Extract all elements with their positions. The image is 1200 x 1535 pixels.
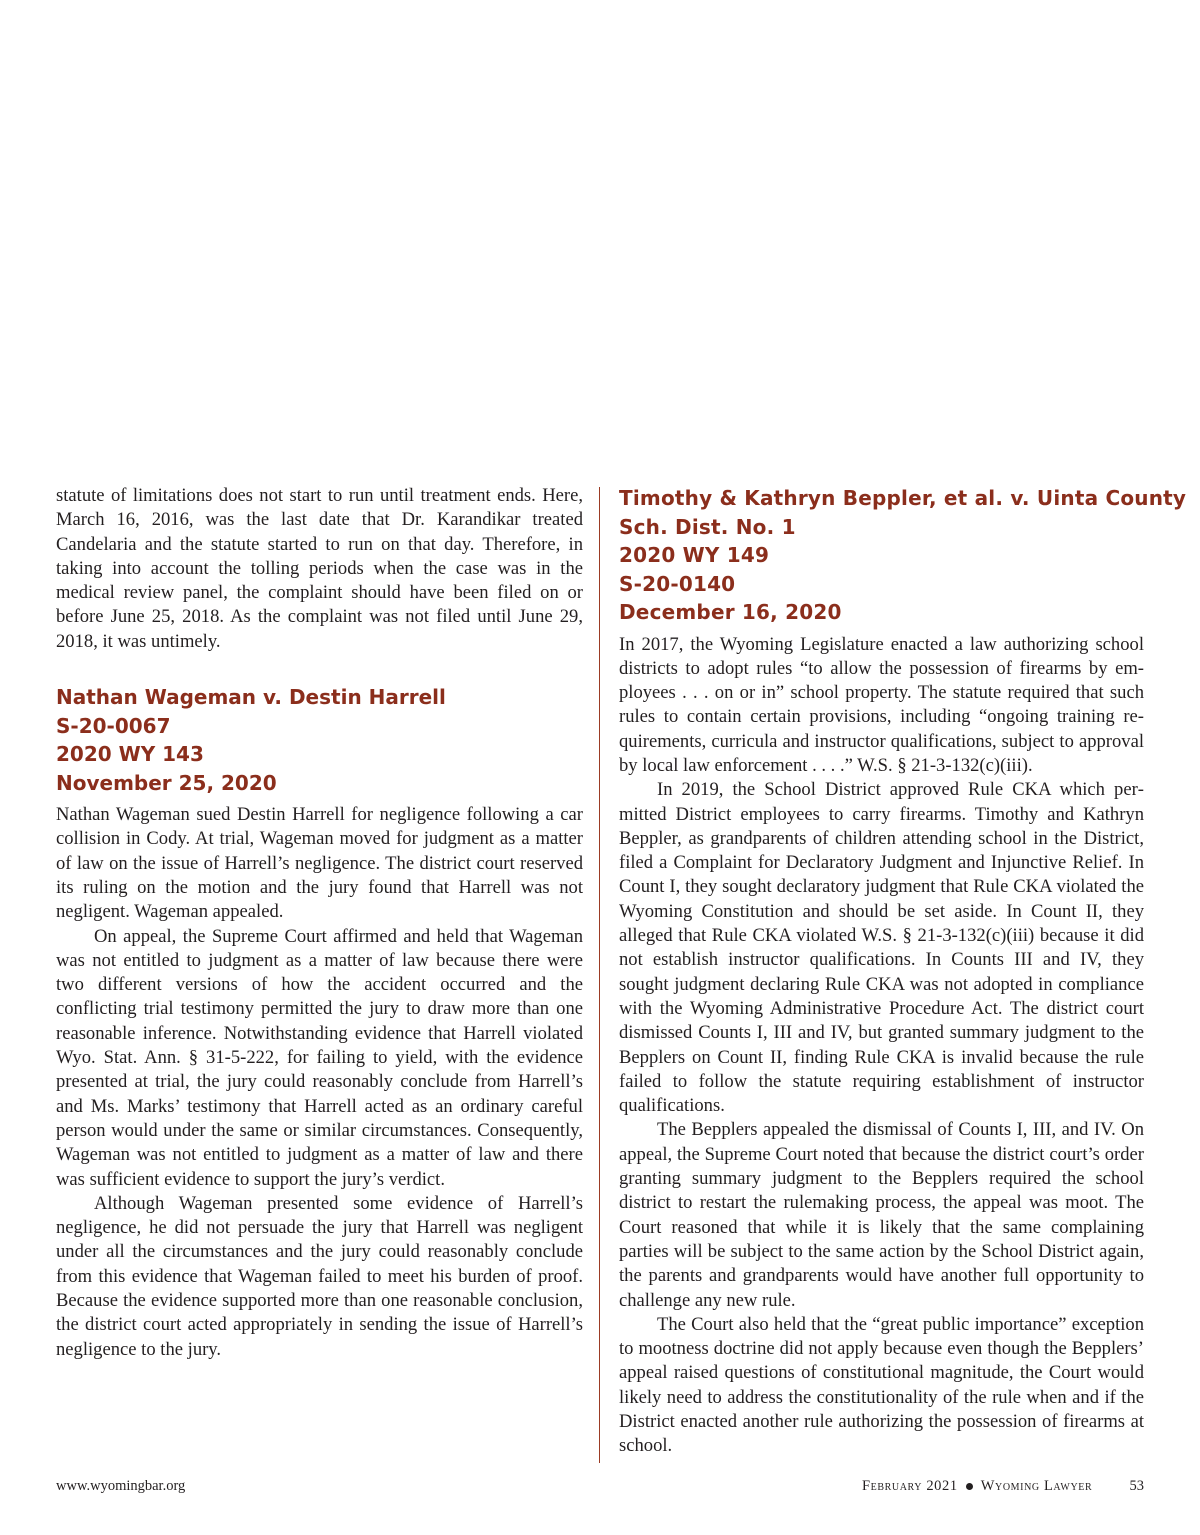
body-paragraph: Although Wageman presented some evidence of Harrell’s negligence, he did not persuade the jury that Harrell was negligent under all the circumstances and the jury could reasonably conclude from this evidence that Wageman failed to meet his burden of proof. Because the evidence supported more than one reasonable conclusion, the district court acted appropriately in sending the issue of Harrell’s negligence to the jury.: [56, 1192, 583, 1360]
website-link[interactable]: www.wyomingbar.org: [56, 1478, 186, 1494]
footer-website[interactable]: [56, 1478, 185, 1495]
publication-name: Wyoming Lawyer: [980, 1478, 1093, 1494]
column-divider: [599, 487, 600, 1463]
footer-issue-info: [862, 1478, 1144, 1495]
case-title: Nathan Wageman v. Destin Harrell: [56, 685, 446, 710]
left-column: [56, 484, 583, 1362]
case-date: November 25, 2020: [56, 770, 277, 795]
body-paragraph: The Bepplers appealed the dismissal of Counts I, III, and IV. On appeal, the Supreme Court noted that because the district court’s order granting summary judgment to the Bepplers required the school district to restart the rulemaking process, the appeal was moot. The Court reasoned that while it is likely that the same complaining parties will be subject to the same action by the School District again, the parents and grandparents would have another full opportunity to challenge any new rule.: [619, 1119, 1144, 1311]
case-title-continued: Sch. Dist. No. 1: [619, 514, 796, 539]
continued-paragraph: statute of limitations does not start to run until treatment ends. Here, March 16, 2016, was the last date that Dr. Karandikar treated Candelaria and the statute started to run on that day. Therefore, in taking into account the tolling periods when the case was in the medical review panel, the complaint should have been filed on or before June 25, 2018. As the complaint was not filed until June 29, 2018, it was untimely.: [56, 485, 583, 652]
case-citation: 2020 WY 143: [56, 742, 204, 767]
bullet-icon: [966, 1483, 973, 1490]
body-paragraph: In 2017, the Wyoming Legislature enacted a law authorizing school districts to adopt rules “to allow the possession of firearms by employees . . . on or in” school property. The statute required that such rules to contain certain provisions, including “ongoing training requirements, curricula and instructor qualifications, subject to approval by local law enforcement . . . .” W.S. § 21-3-132(c)(iii).: [619, 633, 1144, 776]
body-paragraph: In 2019, the School District approved Rule CKA which permitted District employees to carry firearms. Timothy and Kathryn Beppler, as grandparents of children attending school in the District, filed a Complaint for Declaratory Judgment and Injunctive Relief. In Count I, they sought declaratory judgment that Rule CKA violated the Wyoming Constitution and should be set aside. In Count II, they alleged that Rule CKA violated W.S. § 21-3-132(c)(iii) because it did not establish instructor qualifications. In Counts III and IV, they sought judgment declaring Rule CKA was not adopted in compliance with the Wyoming Administrative Procedure Act. The district court dismissed Counts I, III and IV, but granted summary judgment to the Bepplers on Count II, finding Rule CKA is invalid because the rule failed to follow the statute requiring establishment of instructor qualifications.: [619, 779, 1144, 1117]
right-column: [619, 484, 1187, 1459]
case-date: December 16, 2020: [619, 600, 842, 624]
body-paragraph: On appeal, the Supreme Court affirmed and held that Wageman was not entitled to judgment as a matter of law because there were two different versions of how the accident occurred and the conflicting trial testimony permitted the jury to draw more than one reasonable inference. Notwithstanding evidence that Harrell violated Wyo. Stat. Ann. § 31-5-222, for failing to yield, with the evidence presented at trial, the jury could reasonably conclude from Harrell’s and Ms. Marks’ testimony that Harrell acted as an ordinary careful person would under the same or similar circumstances. Consequently, Wageman was not entitled to judgment as a matter of law and there was sufficient evidence to support the jury’s verdict.: [56, 925, 583, 1190]
body-paragraph: The Court also held that the “great public importance” exception to mootness doctrine did not apply because even though the Bepplers’ appeal raised questions of constitutional magnitude, the Court would likely need to address the constitutionality of the rule when and if the District enacted another rule authorizing the possession of firearms at school.: [619, 1313, 1144, 1457]
case-citation: 2020 WY 149: [619, 543, 770, 567]
case-heading-beppler: [619, 484, 1187, 627]
case-heading-wageman: [56, 683, 583, 797]
case-docket: S-20-0140: [619, 571, 736, 596]
case-docket: S-20-0067: [56, 713, 171, 738]
page-number: 53: [1129, 1478, 1144, 1494]
issue-date: February 2021: [862, 1478, 958, 1494]
case-title: Timothy & Kathryn Beppler, et al. v. Uinta County: [619, 486, 1187, 510]
body-paragraph: Nathan Wageman sued Destin Harrell for negligence following a car collision in Cody. At trial, Wageman moved for judgment as a matter of law on the issue of Harrell’s negligence. The district court reserved its ruling on the motion and the jury found that Harrell was not negligent. Wageman appealed.: [56, 804, 583, 923]
